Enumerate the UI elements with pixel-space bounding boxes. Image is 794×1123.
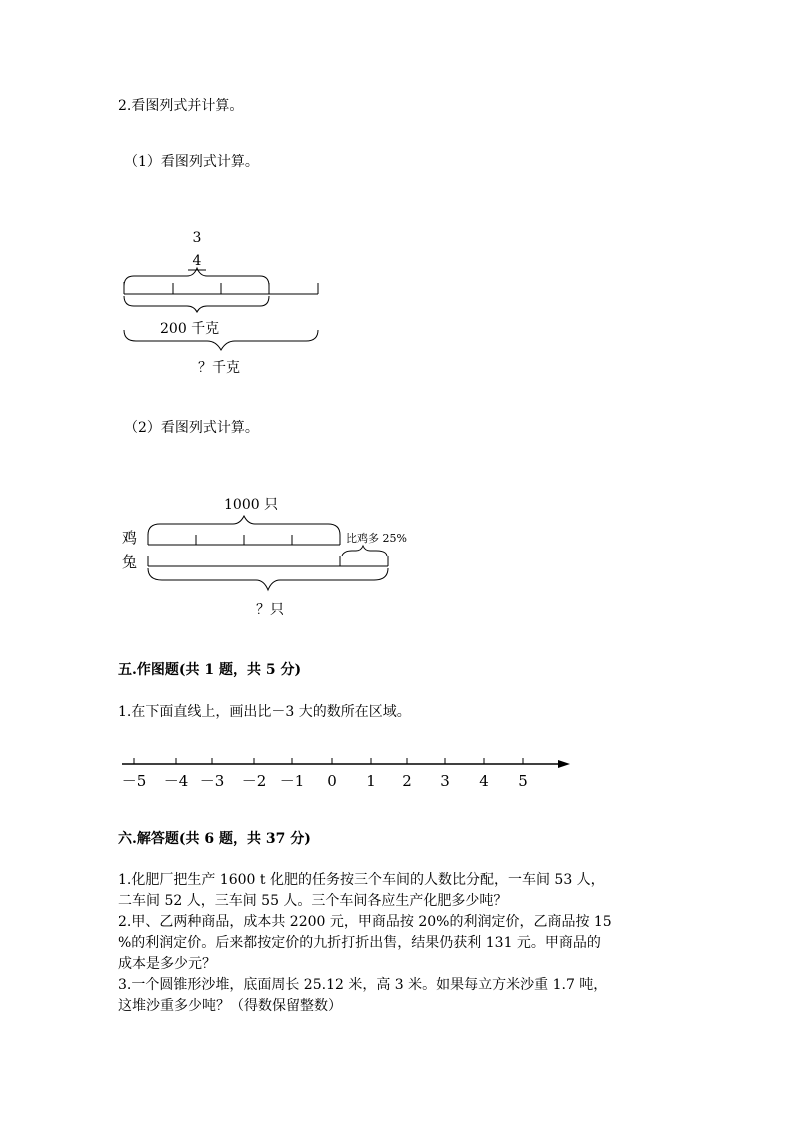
number-line-label: －4	[163, 772, 189, 790]
row-rabbit: 兔	[122, 553, 138, 571]
section5-q1: 1.在下面直线上，画出比－3 大的数所在区域。	[118, 704, 411, 720]
section6-heading: 六.解答题(共 6 题，共 37 分)	[118, 831, 311, 847]
sub2-label: （2）看图列式计算。	[124, 420, 259, 436]
section5-heading: 五.作图题(共 1 题，共 5 分)	[118, 662, 302, 678]
number-line-label: 2	[402, 772, 412, 790]
fraction-denominator: 4	[192, 253, 202, 269]
unknown-label: ？千克	[198, 360, 240, 376]
q-line: %的利润定价。后来都按定价的九折打折出售，结果仍获利 131 元。甲商品的	[118, 935, 601, 951]
unknown-count: ？只	[256, 602, 284, 618]
number-line-label: －2	[241, 772, 267, 790]
top-label: 1000 只	[224, 497, 279, 513]
number-line-label: 1	[366, 772, 376, 790]
fraction-numerator: 3	[192, 230, 202, 246]
q-line: 这堆沙重多少吨？（得数保留整数）	[118, 998, 342, 1014]
number-line-label: 5	[518, 772, 528, 790]
known-label: 200 千克	[160, 321, 220, 337]
sub1-label: （1）看图列式计算。	[124, 154, 259, 170]
number-line-label: 0	[327, 772, 337, 790]
q-line: 2.甲、乙两种商品，成本共 2200 元，甲商品按 20%的利润定价，乙商品按 15	[118, 914, 612, 930]
q-line: 成本是多少元？	[118, 956, 216, 972]
section6-body	[118, 870, 612, 1017]
q-line: 1.化肥厂把生产 1600 t 化肥的任务按三个车间的人数比分配，一车间 53 人，	[118, 872, 605, 888]
side-label: 比鸡多 25%	[346, 532, 407, 545]
arrow-head	[558, 760, 570, 768]
number-line-label: －1	[279, 772, 305, 790]
q-line: 二车间 52 人，三车间 55 人。三个车间各应生产化肥多少吨？	[118, 893, 508, 909]
q2-title: 2.看图列式并计算。	[118, 98, 244, 114]
q-line: 3.一个圆锥形沙堆，底面周长 25.12 米，高 3 米。如果每立方米沙重 1.7 吨，	[118, 977, 608, 993]
number-line-label: 3	[440, 772, 450, 790]
number-line-label: 4	[479, 772, 489, 790]
number-line-label: －3	[199, 772, 225, 790]
number-line-label: －5	[121, 772, 147, 790]
row-chicken: 鸡	[122, 529, 138, 547]
